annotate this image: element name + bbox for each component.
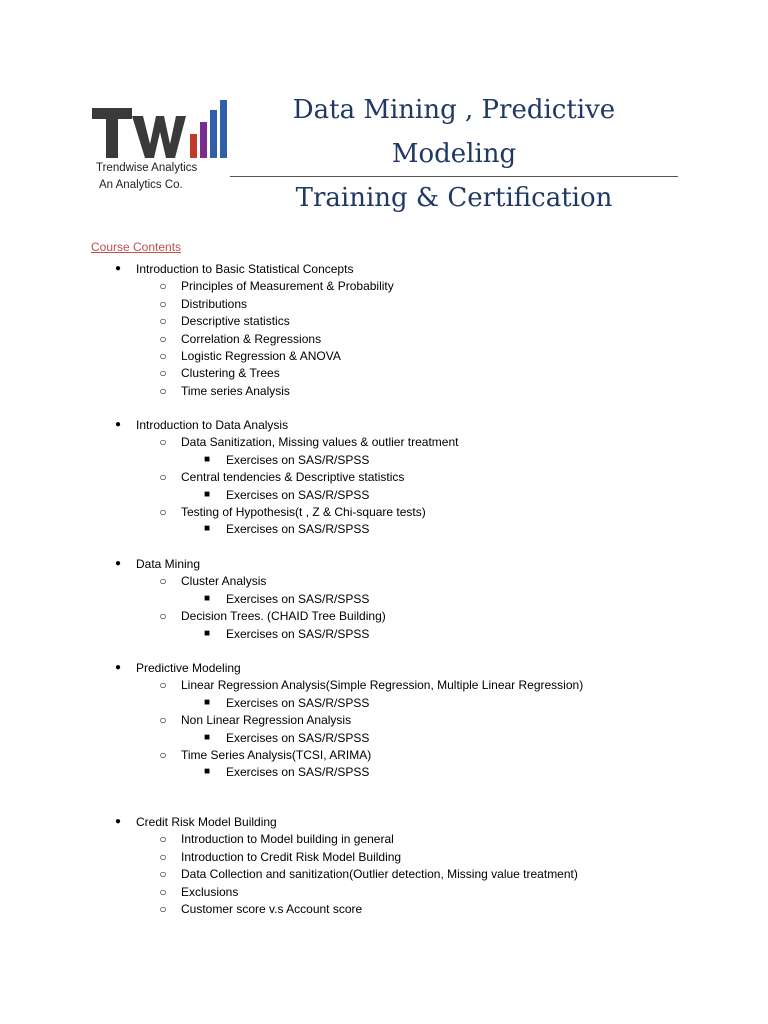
bullet-icon: ○ bbox=[159, 609, 167, 624]
document-title bbox=[230, 88, 678, 220]
bullet-icon: ○ bbox=[159, 713, 167, 728]
bullet-icon: ○ bbox=[159, 349, 167, 363]
bullet-icon: ○ bbox=[159, 574, 167, 589]
topic-item-text: Clustering & Trees bbox=[181, 366, 280, 381]
topic-item-text: Testing of Hypothesis(t , Z & Chi-square tests) bbox=[181, 505, 426, 519]
bullet-icon: ○ bbox=[159, 366, 167, 381]
bullet-icon: ○ bbox=[159, 470, 167, 485]
bullet-icon: ○ bbox=[159, 435, 167, 450]
topic-item-text: Correlation & Regressions bbox=[181, 331, 322, 346]
bullet-icon: ○ bbox=[159, 331, 167, 346]
exercise-item-text: Exercises on SAS/R/SPSS bbox=[226, 522, 370, 537]
section-title-text: Introduction to Basic Statistical Concepts bbox=[136, 262, 354, 276]
bullet-icon: ■ bbox=[203, 731, 211, 743]
bullet-icon: ○ bbox=[159, 748, 167, 762]
exercise-item-text: Exercises on SAS/R/SPSS bbox=[226, 487, 370, 502]
bullet-icon: ○ bbox=[159, 505, 167, 519]
topic-item-text: Central tendencies & Descriptive statistics bbox=[181, 470, 405, 485]
section-title-text: Data Mining bbox=[136, 557, 201, 571]
bullet-icon: ■ bbox=[203, 488, 211, 500]
document-title-line1: Data Mining , Predictive Modeling bbox=[292, 95, 616, 169]
section-title-text: Predictive Modeling bbox=[136, 661, 241, 675]
bullet-icon: ● bbox=[114, 662, 122, 673]
topic-item-text: Principles of Measurement & Probability bbox=[181, 279, 394, 294]
section-title-text: Credit Risk Model Building bbox=[136, 815, 277, 829]
bullet-icon: ○ bbox=[159, 884, 167, 899]
topic-item-text: Logistic Regression & ANOVA bbox=[181, 349, 341, 363]
topic-item-text: Introduction to Credit Risk Model Building bbox=[181, 849, 402, 864]
topic-item-text: Cluster Analysis bbox=[181, 574, 267, 589]
bullet-icon: ○ bbox=[159, 296, 167, 311]
bullet-icon: ○ bbox=[159, 314, 167, 329]
bullet-icon: ○ bbox=[159, 383, 167, 398]
exercise-item-text: Exercises on SAS/R/SPSS bbox=[226, 591, 370, 606]
topic-item-text: Customer score v.s Account score bbox=[181, 902, 363, 916]
topic-item-text: Linear Regression Analysis(Simple Regression, Multiple Linear Regression) bbox=[181, 678, 584, 693]
bullet-icon: ■ bbox=[203, 627, 211, 639]
topic-item-text: Introduction to Model building in general bbox=[181, 832, 394, 847]
bullet-icon: ○ bbox=[159, 678, 167, 693]
topic-item-text: Descriptive statistics bbox=[181, 314, 290, 329]
exercise-item-text: Exercises on SAS/R/SPSS bbox=[226, 452, 370, 467]
exercise-item-text: Exercises on SAS/R/SPSS bbox=[226, 765, 370, 780]
exercise-item-text: Exercises on SAS/R/SPSS bbox=[226, 730, 370, 745]
topic-item-text: Data Collection and sanitization(Outlier detection, Missing value treatment) bbox=[181, 867, 578, 882]
logo-mark-icon bbox=[90, 94, 230, 164]
section-title-text: Introduction to Data Analysis bbox=[136, 418, 289, 432]
topic-item-text: Time Series Analysis(TCSI, ARIMA) bbox=[181, 748, 372, 762]
bullet-icon: ■ bbox=[203, 453, 211, 465]
bullet-icon: ● bbox=[114, 263, 122, 274]
document-title-line2: Training & Certification bbox=[295, 183, 613, 213]
bullet-icon: ■ bbox=[203, 592, 211, 604]
logo-tagline: An Analytics Co. bbox=[99, 179, 183, 191]
topic-item-text: Decision Trees. (CHAID Tree Building) bbox=[181, 609, 386, 624]
bullet-icon: ○ bbox=[159, 279, 167, 294]
bullet-icon: ○ bbox=[159, 902, 167, 916]
bullet-icon: ● bbox=[114, 558, 122, 569]
title-divider bbox=[230, 176, 678, 177]
bullet-icon: ○ bbox=[159, 867, 167, 882]
company-logo bbox=[90, 94, 230, 208]
bullet-icon: ● bbox=[114, 816, 122, 827]
topic-item-text: Non Linear Regression Analysis bbox=[181, 713, 352, 728]
topic-item-text: Time series Analysis bbox=[181, 383, 290, 398]
exercise-item-text: Exercises on SAS/R/SPSS bbox=[226, 626, 370, 641]
bullet-icon: ○ bbox=[159, 849, 167, 864]
logo-company-name: Trendwise Analytics bbox=[96, 162, 198, 174]
bullet-icon: ○ bbox=[159, 832, 167, 847]
topic-item-text: Data Sanitization, Missing values & outlier treatment bbox=[181, 435, 459, 450]
topic-item-text: Distributions bbox=[181, 296, 248, 311]
exercise-item-text: Exercises on SAS/R/SPSS bbox=[226, 695, 370, 710]
topic-item-text: Exclusions bbox=[181, 884, 239, 899]
bullet-icon: ■ bbox=[203, 766, 211, 778]
course-contents-heading: Course Contents bbox=[91, 240, 182, 254]
bullet-icon: ■ bbox=[203, 696, 211, 708]
bullet-icon: ■ bbox=[203, 523, 211, 535]
bullet-icon: ● bbox=[114, 419, 122, 430]
